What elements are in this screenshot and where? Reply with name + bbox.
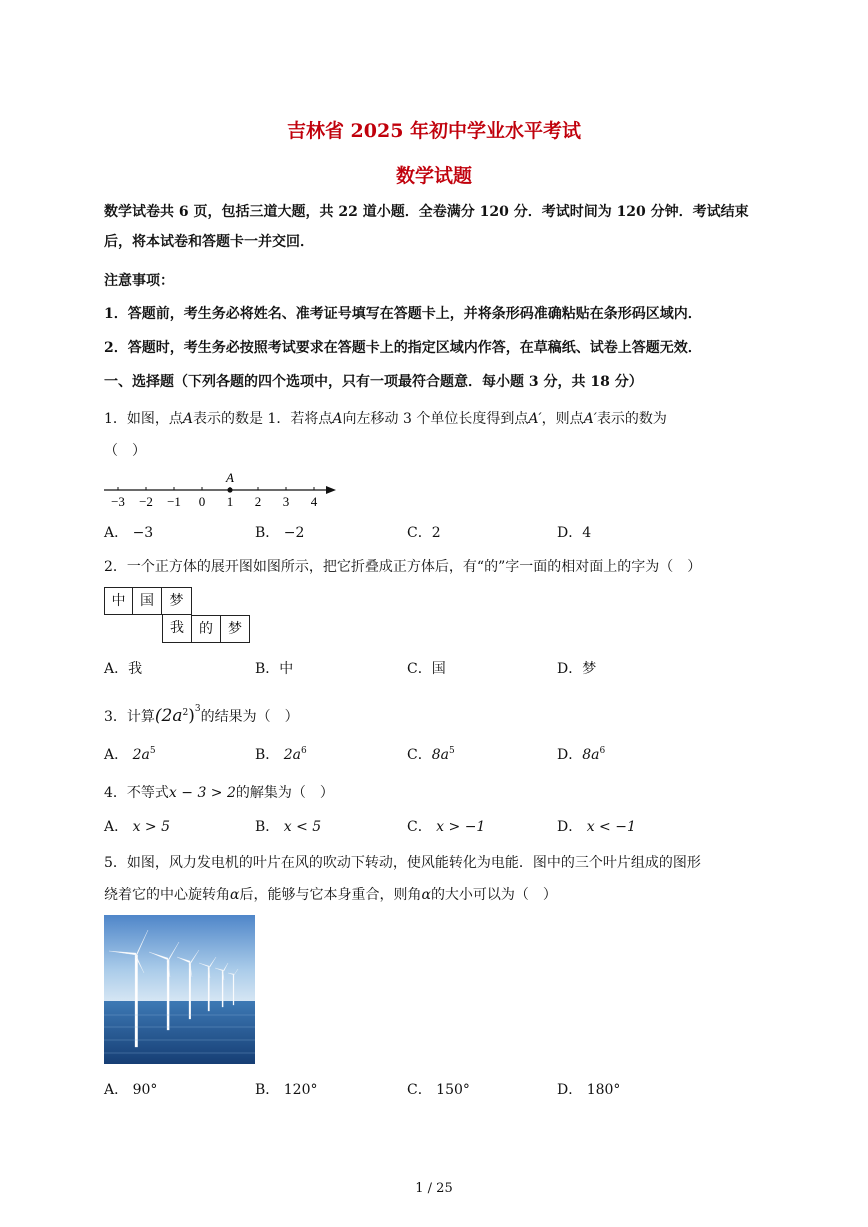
q4-stem: 4．不等式x − 3 > 2的解集为（ ） — [104, 785, 334, 801]
number-line-tick-label: 1 — [226, 494, 234, 509]
point-a-marker — [227, 487, 232, 492]
q3-option-a[interactable]: A． $2a^5$ — [104, 746, 156, 763]
net-cell-top-2: 国 — [133, 587, 162, 615]
net-cell-top-1: 中 — [104, 587, 133, 615]
q1-option-d[interactable]: D．4 — [557, 525, 592, 541]
net-cell-top-3: 梦 — [162, 587, 192, 615]
q1-number-line — [100, 466, 340, 512]
q1-option-c[interactable]: C．2 — [407, 525, 441, 541]
net-cell-bottom-2: 的 — [192, 615, 221, 643]
q3-option-d[interactable]: D．$8a^6$ — [557, 746, 606, 763]
q5-stem-line-2: 绕着它的中心旋转角α后，能够与它本身重合，则角α的大小可以为（ ） — [104, 887, 557, 903]
notice-1: 1．答题前，考生务必将姓名、准考证号填写在答题卡上，并将条形码准确粘贴在条形码区域内． — [104, 306, 702, 322]
wind-turbine-photo — [104, 915, 255, 1064]
number-line-tick-label: −1 — [167, 494, 181, 509]
page-title: 吉林省 2025 年初中学业水平考试 — [286, 120, 582, 142]
point-a-label: A — [226, 470, 234, 485]
q1-option-a[interactable]: A． −3 — [104, 525, 154, 541]
q2-option-a[interactable]: A．我 — [104, 661, 143, 677]
q4-option-b[interactable]: B． x < 5 — [255, 819, 322, 835]
q2-option-d[interactable]: D．梦 — [557, 661, 597, 677]
q2-option-b[interactable]: B．中 — [255, 661, 294, 677]
notice-label: 注意事项： — [104, 273, 174, 289]
q2-cube-net — [104, 587, 264, 647]
q5-option-a[interactable]: A． 90° — [104, 1082, 158, 1098]
q4-option-a[interactable]: A． x > 5 — [104, 819, 171, 835]
number-line-tick-label: −2 — [139, 494, 153, 509]
number-line-tick-label: 4 — [310, 494, 318, 509]
q3-stem: 3．计算$(2a^2)^3$的结果为（ ） — [104, 704, 299, 726]
q2-stem: 2．一个正方体的展开图如图所示，把它折叠成正方体后，有“的”字一面的相对面上的字为（ ） — [104, 559, 702, 575]
q4-option-c[interactable]: C． x > −1 — [407, 819, 486, 835]
q1-stem: 1．如图，点A表示的数是 1．若将点A向左移动 3 个单位长度得到点A′，则点A′表示的数为 — [104, 411, 667, 427]
q3-option-c[interactable]: C．$8a^5$ — [407, 746, 455, 763]
net-cell-bottom-3: 梦 — [221, 615, 250, 643]
q5-stem-line-1: 5．如图，风力发电机的叶片在风的吹动下转动，使风能转化为电能．图中的三个叶片组成的图形 — [104, 855, 701, 871]
q1-blank: （ ） — [104, 443, 146, 459]
q5-option-c[interactable]: C． 150° — [407, 1082, 470, 1098]
q4-option-d[interactable]: D． x < −1 — [557, 819, 636, 835]
q3-expression: $(2a^2)^3$ — [154, 704, 201, 726]
number-line-tick-label: 0 — [198, 494, 206, 509]
page-number: 1 / 25 — [415, 1181, 453, 1196]
notice-2: 2．答题时，考生务必按照考试要求在答题卡上的指定区域内作答，在草稿纸、试卷上答题无效． — [104, 340, 702, 356]
q5-option-d[interactable]: D． 180° — [557, 1082, 621, 1098]
intro-text: 数学试卷共 6 页，包括三道大题，共 22 道小题．全卷满分 120 分．考试时间为 120 分钟．考试结束后，将本试卷和答题卡一并交回． — [104, 204, 749, 250]
number-line-arrow — [326, 486, 336, 494]
number-line-tick-label: −3 — [111, 494, 125, 509]
section-1-heading: 一、选择题（下列各题的四个选项中，只有一项最符合题意．每小题 3 分，共 18 分） — [104, 374, 643, 390]
q1-option-b[interactable]: B． −2 — [255, 525, 305, 541]
net-cell-bottom-1: 我 — [162, 615, 192, 643]
q3-option-b[interactable]: B． $2a^6$ — [255, 746, 307, 763]
page-subtitle: 数学试题 — [395, 165, 472, 187]
number-line-tick-label: 3 — [282, 494, 290, 509]
q5-option-b[interactable]: B． 120° — [255, 1082, 318, 1098]
q2-option-c[interactable]: C．国 — [407, 661, 446, 677]
number-line-tick-label: 2 — [254, 494, 262, 509]
